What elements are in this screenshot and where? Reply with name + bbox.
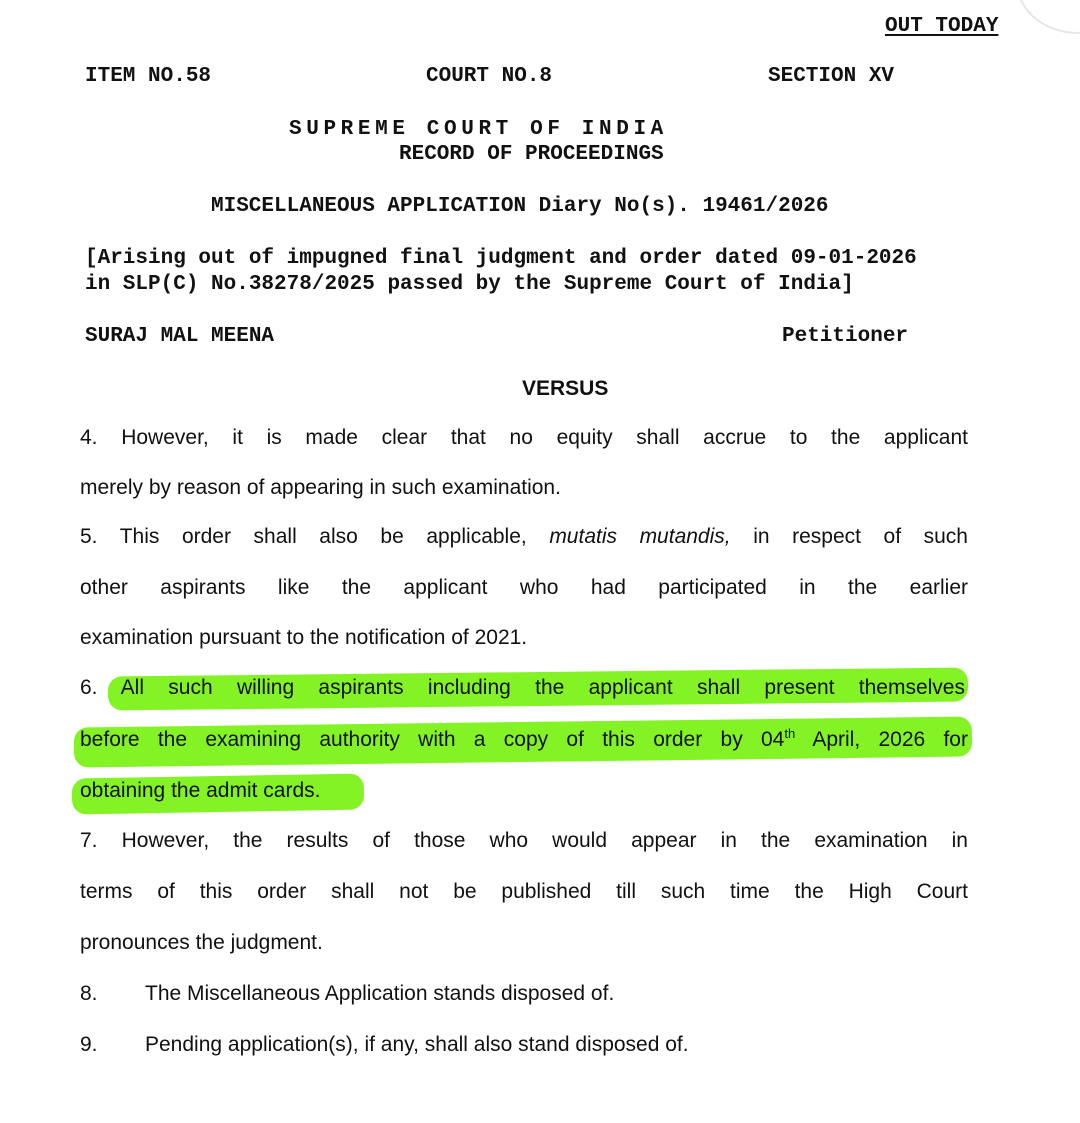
paragraph-6-line-3: obtaining the admit cards. (80, 779, 321, 802)
paragraph-9-text-1: Pending application(s), if any, shall also stand disposed of. (145, 1033, 689, 1056)
versus-label: VERSUS (522, 377, 609, 400)
paragraph-5-line-2: other aspirants like the applicant who had participated in the earlier (80, 576, 968, 599)
paragraph-6-ordinal-suffix: th (784, 726, 796, 741)
arising-out-line-1: [Arising out of impugned final judgment and order dated 09-01-2026 (85, 247, 917, 270)
paragraph-7-text-1: However, the results of those who would appear in the examination in (121, 829, 968, 852)
page-corner-curve (1016, 0, 1080, 34)
paragraph-5-italic-term: mutatis mutandis, (549, 525, 731, 548)
paragraph-8-line-1 (80, 980, 968, 1008)
paragraph-4-number: 4. (80, 426, 98, 449)
paragraph-8-number: 8. (80, 982, 98, 1005)
paragraph-5-number: 5. (80, 525, 98, 548)
paragraph-5-text-post: in respect of such (753, 525, 968, 548)
paragraph-5-line-3: examination pursuant to the notification of 2021. (80, 626, 528, 649)
paragraph-9-number: 9. (80, 1033, 98, 1056)
application-diary-number: MISCELLANEOUS APPLICATION Diary No(s). 19461/2026 (211, 195, 829, 218)
paragraph-6-number: 6. (80, 676, 98, 699)
paragraph-9-line-1 (80, 1031, 968, 1059)
paragraph-6-line-1 (80, 674, 965, 702)
record-of-proceedings: RECORD OF PROCEEDINGS (399, 143, 664, 166)
paragraph-4-text-1: However, it is made clear that no equity shall accrue to the applicant (121, 426, 968, 449)
item-number: ITEM NO.58 (85, 65, 212, 88)
paragraph-7-line-2: terms of this order shall not be published till such time the High Court (80, 880, 968, 903)
court-name-title: SUPREME COURT OF INDIA (289, 118, 668, 141)
court-number: COURT NO.8 (426, 65, 553, 88)
paragraph-5-text-pre: This order shall also be applicable, (119, 525, 527, 548)
paragraph-6-line-2 (80, 726, 968, 754)
paragraph-7-line-1 (80, 827, 968, 855)
paragraph-6-text-2-post: April, 2026 for (812, 728, 968, 751)
paragraph-8-text-1: The Miscellaneous Application stands disposed of. (145, 982, 615, 1005)
paragraph-5-line-1 (80, 523, 968, 551)
petitioner-role: Petitioner (782, 325, 909, 348)
paragraph-6-text-2-pre: before the examining authority with a copy of this order by 04th (80, 726, 796, 751)
arising-out-line-2: in SLP(C) No.38278/2025 passed by the Supreme Court of India] (85, 273, 854, 296)
paragraph-6-text-1: All such willing aspirants including the applicant shall present themselves (120, 676, 965, 699)
paragraph-7-line-3: pronounces the judgment. (80, 931, 323, 954)
section-label: SECTION XV (768, 65, 895, 88)
paragraph-4-line-1 (80, 424, 968, 452)
paragraph-7-number: 7. (80, 829, 98, 852)
out-today-label: OUT TODAY (885, 15, 999, 38)
petitioner-name: SURAJ MAL MEENA (85, 325, 275, 348)
paragraph-4-line-2: merely by reason of appearing in such examination. (80, 476, 561, 499)
